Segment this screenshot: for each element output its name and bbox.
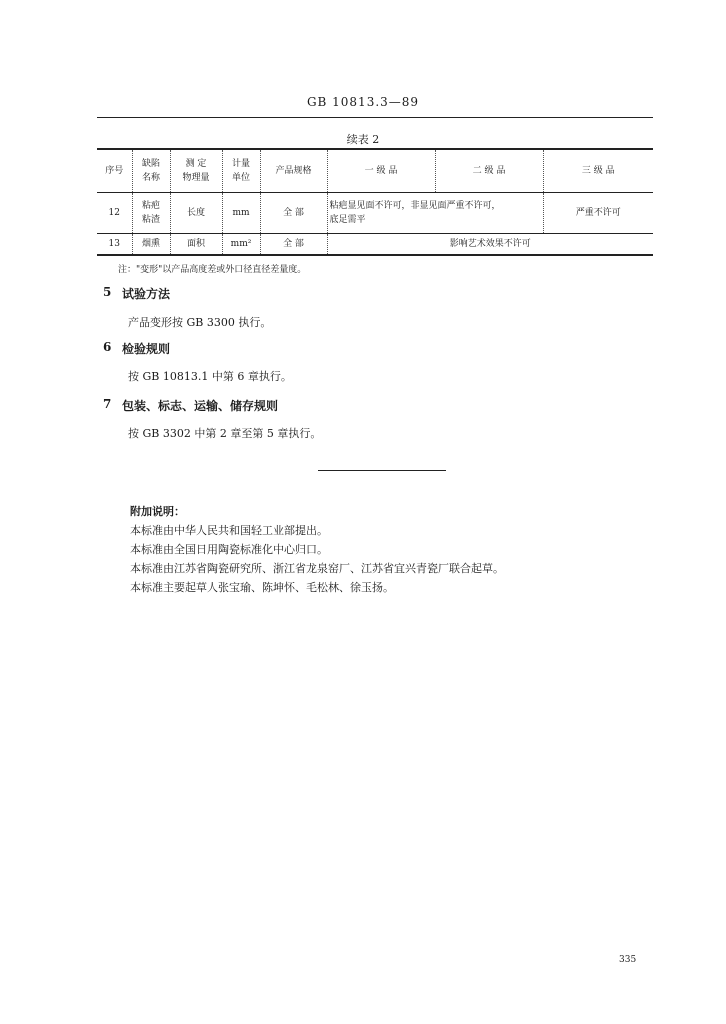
header-grade2: 二 级 品 bbox=[435, 149, 543, 193]
page-number: 335 bbox=[619, 955, 637, 965]
additional-notes-title: 附加说明： bbox=[130, 505, 185, 518]
cell-seq: 12 bbox=[97, 193, 132, 234]
header-unit: 计量 单位 bbox=[222, 149, 260, 193]
cell-unit: mm² bbox=[222, 234, 260, 256]
section-5-body: 产品变形按 GB 3300 执行。 bbox=[128, 316, 272, 329]
section-7-body: 按 GB 3302 中第 2 章至第 5 章执行。 bbox=[128, 427, 322, 440]
cell-spec: 全 部 bbox=[260, 234, 327, 256]
table-caption: 续表 2 bbox=[346, 133, 380, 146]
section-7-number: 7 bbox=[103, 397, 112, 411]
section-6-number: 6 bbox=[103, 340, 112, 354]
cell-measure: 长度 bbox=[170, 193, 222, 234]
standard-code: GB 10813.3—89 bbox=[306, 95, 420, 109]
cell-spec: 全 部 bbox=[260, 193, 327, 234]
section-6-title: 检验规则 bbox=[122, 342, 171, 356]
additional-note-line: 本标准由全国日用陶瓷标准化中心归口。 bbox=[130, 543, 328, 556]
cell-grade1-grade2: 粘疤显见面不许可，非显见面严重不许可， 底足需平 bbox=[327, 193, 543, 234]
header-spec: 产品规格 bbox=[260, 149, 327, 193]
table-row bbox=[97, 193, 653, 234]
header-grade3: 三 级 品 bbox=[543, 149, 653, 193]
header-rule bbox=[97, 117, 653, 118]
additional-note-line: 本标准由江苏省陶瓷研究所、浙江省龙泉窑厂、江苏省宜兴青瓷厂联合起草。 bbox=[130, 562, 504, 575]
end-divider bbox=[318, 470, 446, 471]
cell-defect: 粘疤 粘渣 bbox=[132, 193, 170, 234]
table-row bbox=[97, 234, 653, 256]
defect-spec-table bbox=[97, 148, 653, 256]
header-measure: 测 定 物理量 bbox=[170, 149, 222, 193]
cell-grade3: 严重不许可 bbox=[543, 193, 653, 234]
additional-note-line: 本标准主要起草人张宝瑜、陈坤怀、毛松林、徐玉扬。 bbox=[130, 581, 394, 594]
table-note: 注："变形"以产品高度差或外口径直径差量度。 bbox=[118, 265, 307, 275]
section-5-number: 5 bbox=[103, 285, 112, 299]
cell-all-grades: 影响艺术效果不许可 bbox=[327, 234, 653, 256]
cell-unit: mm bbox=[222, 193, 260, 234]
cell-seq: 13 bbox=[97, 234, 132, 256]
cell-defect: 烟熏 bbox=[132, 234, 170, 256]
header-seq: 序号 bbox=[97, 149, 132, 193]
section-5-title: 试验方法 bbox=[122, 287, 171, 301]
cell-measure: 面积 bbox=[170, 234, 222, 256]
header-grade1: 一 级 品 bbox=[327, 149, 435, 193]
section-7-title: 包装、标志、运输、储存规则 bbox=[122, 399, 279, 413]
additional-note-line: 本标准由中华人民共和国轻工业部提出。 bbox=[130, 524, 328, 537]
section-6-body: 按 GB 10813.1 中第 6 章执行。 bbox=[128, 370, 292, 383]
header-defect: 缺陷 名称 bbox=[132, 149, 170, 193]
table-header-row bbox=[97, 149, 653, 193]
